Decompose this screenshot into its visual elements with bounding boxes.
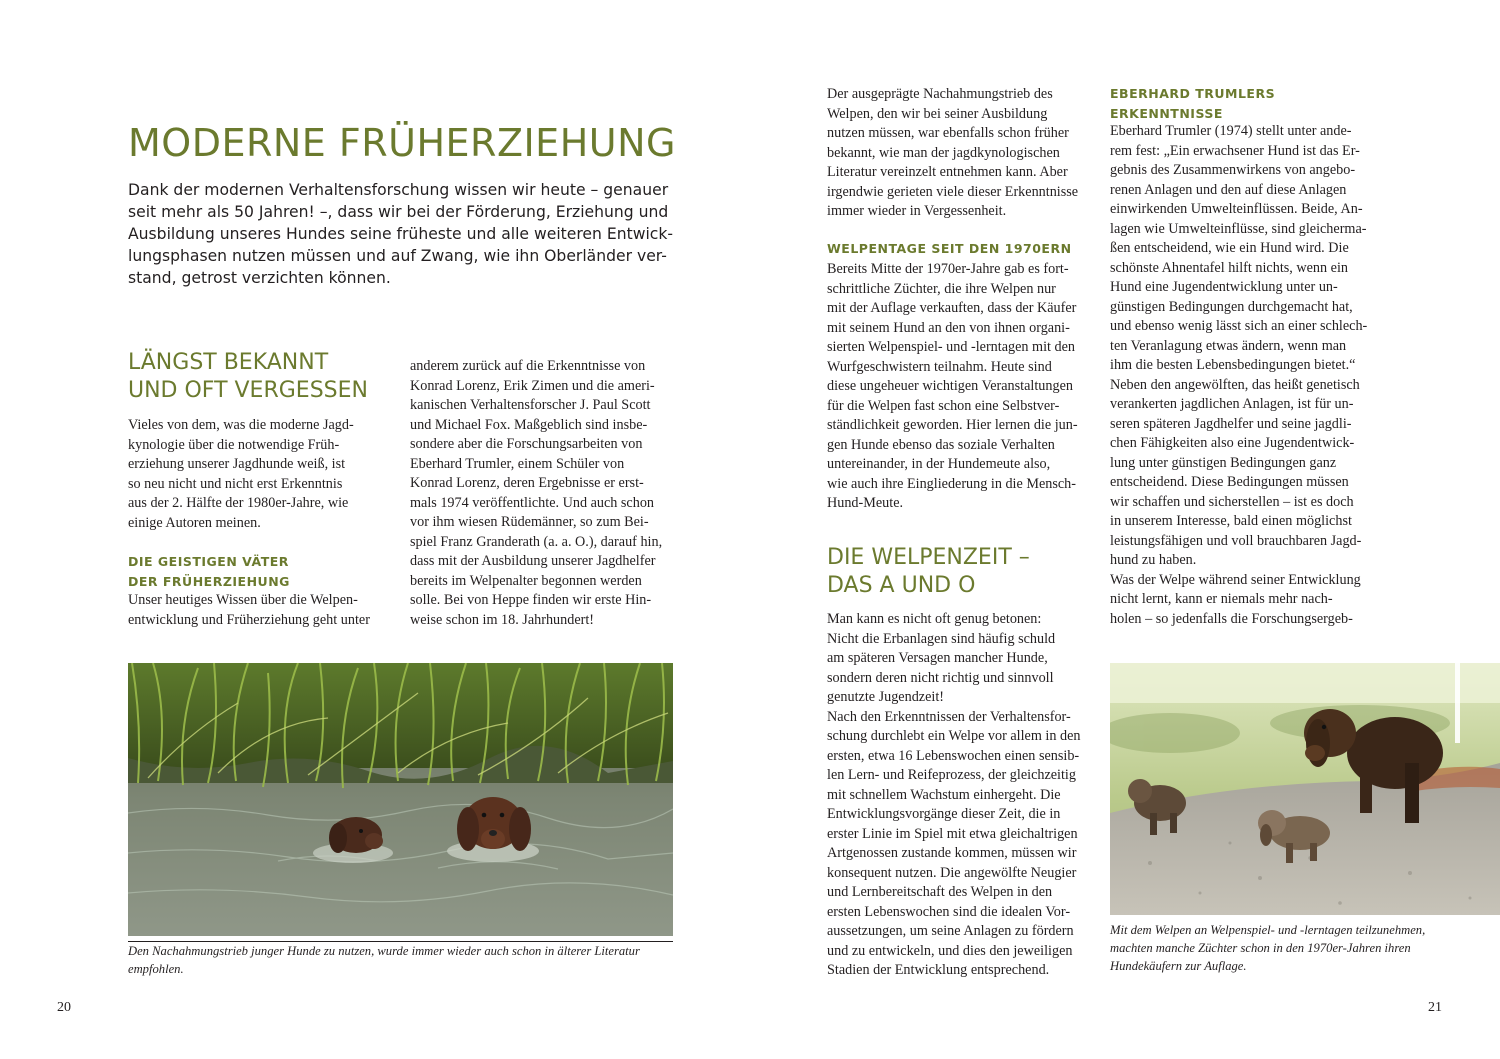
text-line: ihm die besten Lebensbedingungen bietet.“	[1110, 357, 1356, 373]
text-line: ersten, etwa 16 Lebenswochen einen sensib-	[827, 747, 1080, 764]
text-line: Literatur vereinzelt entnehmen kann. Aber	[827, 164, 1068, 180]
text-line: len Lern- und Reifeprozess, der gleichzeitig	[827, 767, 1076, 783]
text-line: kanischen Verhaltensforscher J. Paul Scott	[410, 397, 651, 413]
text-line: ßen entscheidend, wie ein Hund wird. Die	[1110, 240, 1349, 256]
page-number-right: 21	[1428, 1000, 1442, 1015]
text-line: anderem zurück auf die Erkenntnisse von	[410, 358, 646, 374]
text-line: schönste Ahnentafel hilft nichts, wenn ein	[1110, 259, 1348, 276]
text-line: Ausbildung unseres Hundes seine früheste und alle weiteren Entwick-	[128, 225, 674, 243]
text-line: Was der Welpe während seiner Entwicklung	[1110, 571, 1361, 588]
body-text-laengst-bekannt	[128, 416, 354, 533]
text-line: holen – so jedenfalls die Forschungsergeb-	[1110, 610, 1353, 627]
text-line: bereits im Welpenalter begonnen werden	[410, 572, 642, 589]
text-line: für die Welpen fast schon eine Selbstver-	[827, 397, 1060, 414]
text-line: mit der Auflage verkauften, dass der Käufer	[827, 300, 1077, 316]
text-line: kynologie über die notwendige Früh-	[128, 436, 340, 453]
text-line: erziehung unserer Jagdhunde weiß, ist	[128, 456, 346, 472]
text-line: leistungsfähigen und voll brauchbaren Jagd-	[1110, 532, 1362, 549]
text-line: sierten Welpenspiel- und -lerntagen mit den	[827, 339, 1075, 355]
text-line: wir schaffen und sicherstellen – ist es doch	[1110, 493, 1354, 510]
text-line: Hund-Meute.	[827, 495, 904, 511]
photo-caption-right: Mit dem Welpen an Welpenspiel- und -lerntagen teilzunehmen, machten manche Züchter schon in den 1970er-Jahren ihren Hundekäufern zur Auflage.	[1110, 923, 1426, 973]
text-line: Vieles von dem, was die moderne Jagd-	[128, 417, 354, 433]
text-line: Unser heutiges Wissen über die Welpen-	[128, 592, 358, 608]
text-line: sondere aber die Forschungsarbeiten von	[410, 436, 643, 452]
text-line: aussetzungen, um seine Anlagen zu fördern	[827, 923, 1074, 939]
subheading-trumler: EBERHARD TRUMLERS ERKENNTNISSE	[1110, 86, 1276, 121]
text-line: Dank der modernen Verhaltensforschung wissen wir heute – genauer	[128, 181, 669, 199]
text-line: untereinander, in der Hundemeute also,	[827, 456, 1051, 472]
text-line: einige Autoren meinen.	[128, 514, 261, 531]
text-line: schrittliche Züchter, die ihre Welpen nur	[827, 280, 1056, 297]
text-line: Eberhard Trumler, einem Schüler von	[410, 455, 625, 472]
text-line: aus der 2. Hälfte der 1980er-Jahre, wie	[128, 495, 349, 511]
text-line: ersten Lebenswochen sind die idealen Vor-	[827, 903, 1071, 920]
text-line: Konrad Lorenz, deren Ergebnisse er erst-	[410, 475, 644, 491]
text-line: verankerten jagdlichen Anlagen, ist für un-	[1110, 396, 1354, 412]
body-text-welpentage	[827, 260, 1078, 514]
intro-paragraph	[128, 179, 674, 289]
text-line: und ebenso wenig lässt sich an einer schlech-	[1110, 318, 1368, 334]
text-line: Neben den angewölften, das heißt genetisch	[1110, 376, 1360, 393]
body-column-2	[410, 357, 662, 630]
text-line: seren späteren Jagdhelfer und seine jagdli-	[1110, 415, 1352, 432]
text-line: seit mehr als 50 Jahren! –, dass wir bei der Förderung, Erziehung und	[128, 203, 669, 221]
photo-dogs-swimming-illustration	[128, 663, 673, 936]
text-line: stand, getrost verzichten können.	[128, 269, 391, 287]
text-line: am späteren Versagen mancher Hunde,	[827, 650, 1048, 666]
text-line: Der ausgeprägte Nachahmungstrieb des	[827, 86, 1053, 102]
text-line: Hund eine Jugendentwicklung unter un-	[1110, 279, 1338, 295]
text-line: mit schnellem Wachstum einhergeht. Die	[827, 786, 1061, 803]
text-line: nicht lernt, kann er niemals mehr nach-	[1110, 591, 1333, 607]
text-line: genutzte Jugendzeit!	[827, 689, 944, 705]
text-line: wie auch ihre Eingliederung in die Mensch-	[827, 475, 1076, 492]
text-line: hund zu haben.	[1110, 552, 1197, 568]
photo-puppies-playing-illustration	[1110, 663, 1500, 915]
text-line: lungsphasen nutzen müssen und auf Zwang, wie ihn Oberländer ver-	[128, 247, 667, 265]
text-line: dass mit der Ausbildung unserer Jagdhelfer	[410, 553, 656, 569]
text-line: ständlichkeit geworden. Hier lernen die jun-	[827, 417, 1078, 433]
text-line: lagen wie Umwelteinflüsse, sind gleicherma-	[1110, 220, 1367, 237]
text-line: renen Anlagen und den auf diese Anlagen	[1110, 181, 1347, 198]
text-line: bekannt, wie man der jagdkynologischen	[827, 144, 1060, 161]
page-title: MODERNE FRÜHERZIEHUNG	[128, 121, 676, 165]
text-line: günstigen Bedingungen durchgemacht hat,	[1110, 298, 1353, 315]
body-text-geistige-vaeter	[128, 591, 370, 630]
text-line: weise schon im 18. Jahrhundert!	[410, 611, 595, 628]
body-text-intro-right	[827, 85, 1078, 222]
text-line: schung durchlebt ein Welpe vor allem in den	[827, 728, 1081, 744]
body-text-trumler	[1110, 122, 1367, 629]
text-line: in unserem Interesse, bald einen möglichst	[1110, 513, 1352, 529]
text-line: rem fest: „Ein erwachsener Hund ist das Er-	[1110, 142, 1360, 159]
photo-dogs-swimming	[128, 663, 673, 936]
text-line: und Michael Fox. Maßgeblich sind insbe-	[410, 416, 648, 433]
text-line: entwicklung und Früherziehung geht unter	[128, 611, 370, 628]
text-line: vor ihm wiesen Rüdemänner, so zum Bei-	[410, 514, 649, 530]
text-line: so neu nicht und nicht erst Erkenntnis	[128, 475, 343, 492]
text-line: nutzen müssen, war ebenfalls schon früher	[827, 125, 1069, 141]
text-line: mals 1974 veröffentlichte. Und auch schon	[410, 494, 655, 511]
section-heading-laengst-bekannt: LÄNGST BEKANNT UND OFT VERGESSEN	[128, 350, 368, 403]
text-line: chen Fähigkeiten also eine Jugendentwick-	[1110, 435, 1355, 451]
text-line: Man kann es nicht oft genug betonen:	[827, 611, 1042, 627]
text-line: gen Hunde ebenso das soziale Verhalten	[827, 436, 1055, 453]
page-number-left: 20	[57, 1000, 71, 1015]
text-line: Wurfgeschwistern teilnahm. Heute sind	[827, 358, 1052, 375]
text-line: Konrad Lorenz, Erik Zimen und die ameri-	[410, 377, 655, 394]
text-line: sondern deren nicht richtig und sinnvoll	[827, 669, 1054, 686]
text-line: und Lernbereitschaft des Welpen in den	[827, 884, 1053, 900]
text-line: und zu entwickeln, und dies den jeweiligen	[827, 942, 1073, 959]
text-line: mit seinem Hund an den von ihnen organi-	[827, 319, 1070, 336]
text-line: lung unter günstigen Bedingungen ganz	[1110, 454, 1337, 471]
text-line: Eberhard Trumler (1974) stellt unter ande-	[1110, 123, 1352, 139]
text-line: konsequent nutzen. Die angewölfte Neugier	[827, 864, 1077, 881]
text-line: Bereits Mitte der 1970er-Jahre gab es fort-	[827, 261, 1069, 277]
text-line: immer wieder in Vergessenheit.	[827, 203, 1007, 219]
subheading-welpentage: WELPENTAGE SEIT DEN 1970ERN	[827, 241, 1072, 256]
text-line: Nicht die Erbanlagen sind häufig schuld	[827, 630, 1056, 647]
text-line: Stadien der Entwicklung entsprechend.	[827, 962, 1050, 978]
text-line: Nach den Erkenntnissen der Verhaltensfor-	[827, 708, 1071, 725]
body-text-welpenzeit	[827, 610, 1081, 981]
section-heading-welpenzeit: DIE WELPENZEIT – DAS A UND O	[827, 545, 1030, 598]
text-line: Entwicklungsvorgänge dieser Zeit, die in	[827, 806, 1061, 822]
text-line: solle. Bei von Heppe finden wir erste Hin-	[410, 592, 652, 608]
photo-puppies-playing	[1110, 663, 1500, 915]
text-line: Welpen, den wir bei seiner Ausbildung	[827, 105, 1048, 122]
text-line: einwirkenden Umwelteinflüssen. Beide, An-	[1110, 201, 1363, 217]
text-line: irgendwie gerieten viele dieser Erkenntnisse	[827, 183, 1079, 200]
text-line: gebnis des Zusammenwirkens von angebo-	[1110, 162, 1356, 178]
text-line: ten Veranlagung etwas ändern, wenn man	[1110, 337, 1347, 354]
text-line: Artgenossen zustande kommen, müssen wir	[827, 845, 1077, 861]
text-line: erster Linie im Spiel mit etwa gleichaltrigen	[827, 825, 1078, 842]
text-line: diese ungeheuer wichtigen Veranstaltungen	[827, 378, 1073, 394]
text-line: spiel Franz Granderath (a. a. O.), darauf hin,	[410, 533, 663, 550]
photo-caption-left: Den Nachahmungstrieb junger Hunde zu nutzen, wurde immer wieder auch schon in älterer Literatur empfohlen.	[128, 944, 640, 976]
subheading-geistige-vaeter: DIE GEISTIGEN VÄTER DER FRÜHERZIEHUNG	[128, 554, 290, 589]
text-line: entscheidend. Diese Bedingungen müssen	[1110, 474, 1349, 490]
